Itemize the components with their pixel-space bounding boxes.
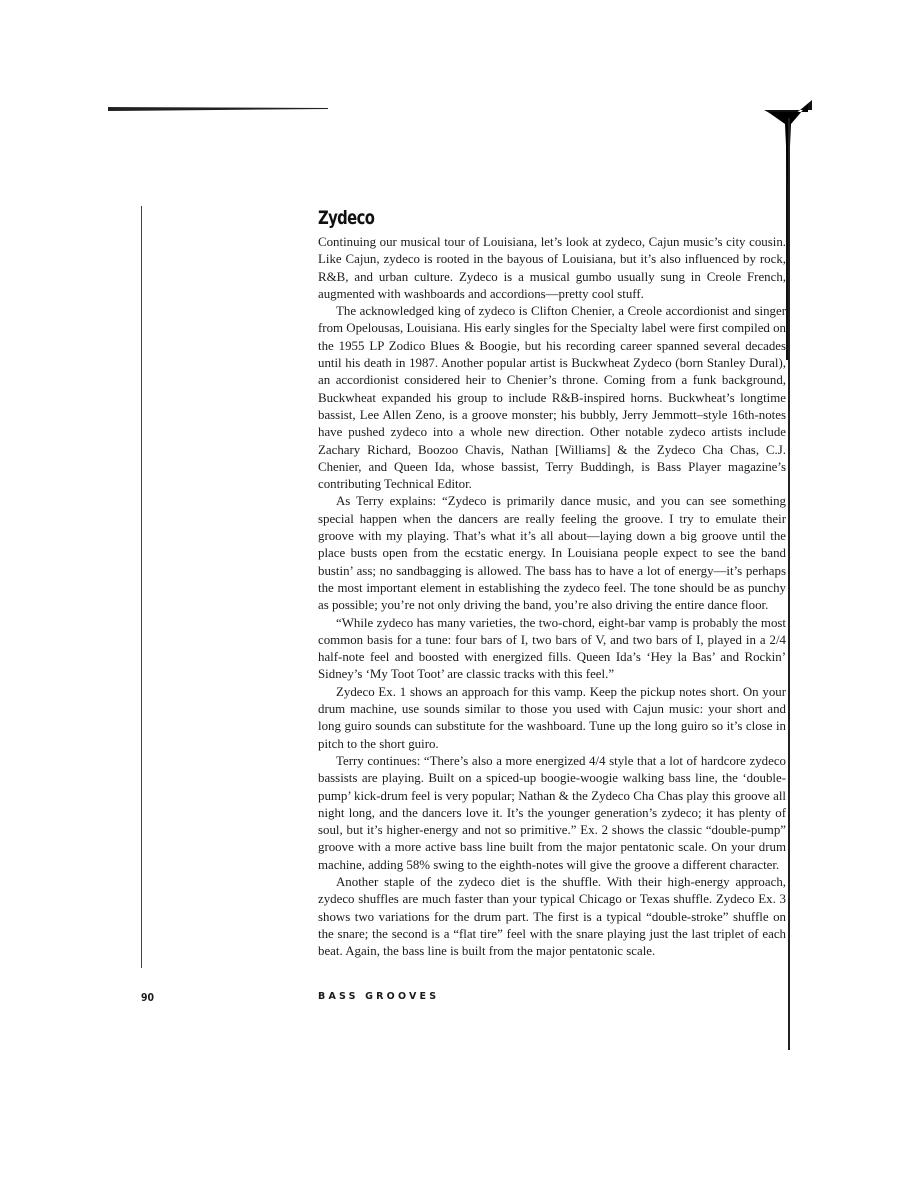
top-rule: [108, 103, 328, 113]
article: [318, 206, 786, 960]
paragraph: Another staple of the zydeco diet is the shuffle. With their high-energy approach, zydeco shuffles are much faster than your typical Chicago or Texas shuffle. Zydeco Ex. 3 shows two variations for the drum part. The first is a typical “double-stroke” shuffle on the snare; the second is a “flat tire” feel with the snare playing just the last triplet of each beat. Again, the bass line is built from the major pentatonic scale.: [318, 874, 786, 959]
right-margin-rule: [788, 118, 790, 1050]
running-footer-title: BASS GROOVES: [318, 991, 440, 1002]
article-heading: Zydeco: [318, 207, 375, 229]
paragraph: Terry continues: “There’s also a more energized 4/4 style that a lot of hardcore zydeco bassists are playing. Built on a spiced-up boogie-woogie walking bass line, the ‘double-pump’ kick-drum feel is very popular; Nathan & the Zydeco Cha Chas play this groove all night long, and the dancers love it. It’s the younger generation’s zydeco; it has plenty of soul, but it’s higher-energy and not so primitive.” Ex. 2 shows the classic “double-pump” groove with a more active bass line built from the major pentatonic scale. On your drum machine, adding 58% swing to the eighth-notes will give the groove a different character.: [318, 753, 786, 872]
paragraph: The acknowledged king of zydeco is Clifton Chenier, a Creole accordionist and singer from Opelousas, Louisiana. His early singles for the Specialty label were first compiled on the 1955 LP Zodico Blues & Boogie, but his recording career spanned several decades until his death in 1987. Another popular artist is Buckwheat Zydeco (born Stanley Dural), an accordionist considered heir to Chenier’s throne. Coming from a funk background, Buckwheat expanded his group to include R&B-inspired horns. Buckwheat’s longtime bassist, Lee Allen Zeno, is a groove monster; his bubbly, Jerry Jemmott–style 16th-notes have pushed zydeco into a whole new direction. Other notable zydeco artists include Zachary Richard, Boozoo Chavis, Nathan [Williams] & the Zydeco Cha Chas, C.J. Chenier, and Queen Ida, whose bassist, Terry Buddingh, is Bass Player magazine’s contributing Technical Editor.: [318, 304, 786, 492]
article-body: [318, 234, 786, 960]
left-margin-rule: [141, 206, 142, 968]
paragraph: Continuing our musical tour of Louisiana, let’s look at zydeco, Cajun music’s city cousin. Like Cajun, zydeco is rooted in the bayous of Louisiana, but it’s also influenced by rock, R&B, and urban culture. Zydeco is a musical gumbo usually sung in Creole French, augmented with washboards and accordions—pretty cool stuff.: [318, 235, 786, 301]
paragraph: “While zydeco has many varieties, the two-chord, eight-bar vamp is probably the most common basis for a tune: four bars of I, two bars of V, and two bars of I, played in a 2/4 half-note feel and boosted with energized fills. Queen Ida’s ‘Hey la Bas’ and Rockin’ Sidney’s ‘My Toot Toot’ are classic tracks with this feel.”: [318, 615, 786, 682]
paragraph: Zydeco Ex. 1 shows an approach for this vamp. Keep the pickup notes short. On your drum machine, use sounds similar to those you used with Cajun music: your short and long guiro sounds can substitute for the washboard. Tune up the long guiro so it’s close in pitch to the short guiro.: [318, 684, 786, 751]
paragraph: As Terry explains: “Zydeco is primarily dance music, and you can see something special happen when the dancers are really feeling the groove. I try to emulate their groove with my playing. That’s what it’s all about—laying down a big groove until the place busts open from the ecstatic energy. In Louisiana people expect to see the band bustin’ ass; no sandbagging is allowed. The bass has to have a lot of energy—it’s perhaps the most important element in establishing the zydeco feel. The tone should be as punchy as possible; you’re not only driving the band, you’re also driving the entire dance floor.: [318, 494, 786, 613]
page-number: 90: [141, 991, 155, 1004]
